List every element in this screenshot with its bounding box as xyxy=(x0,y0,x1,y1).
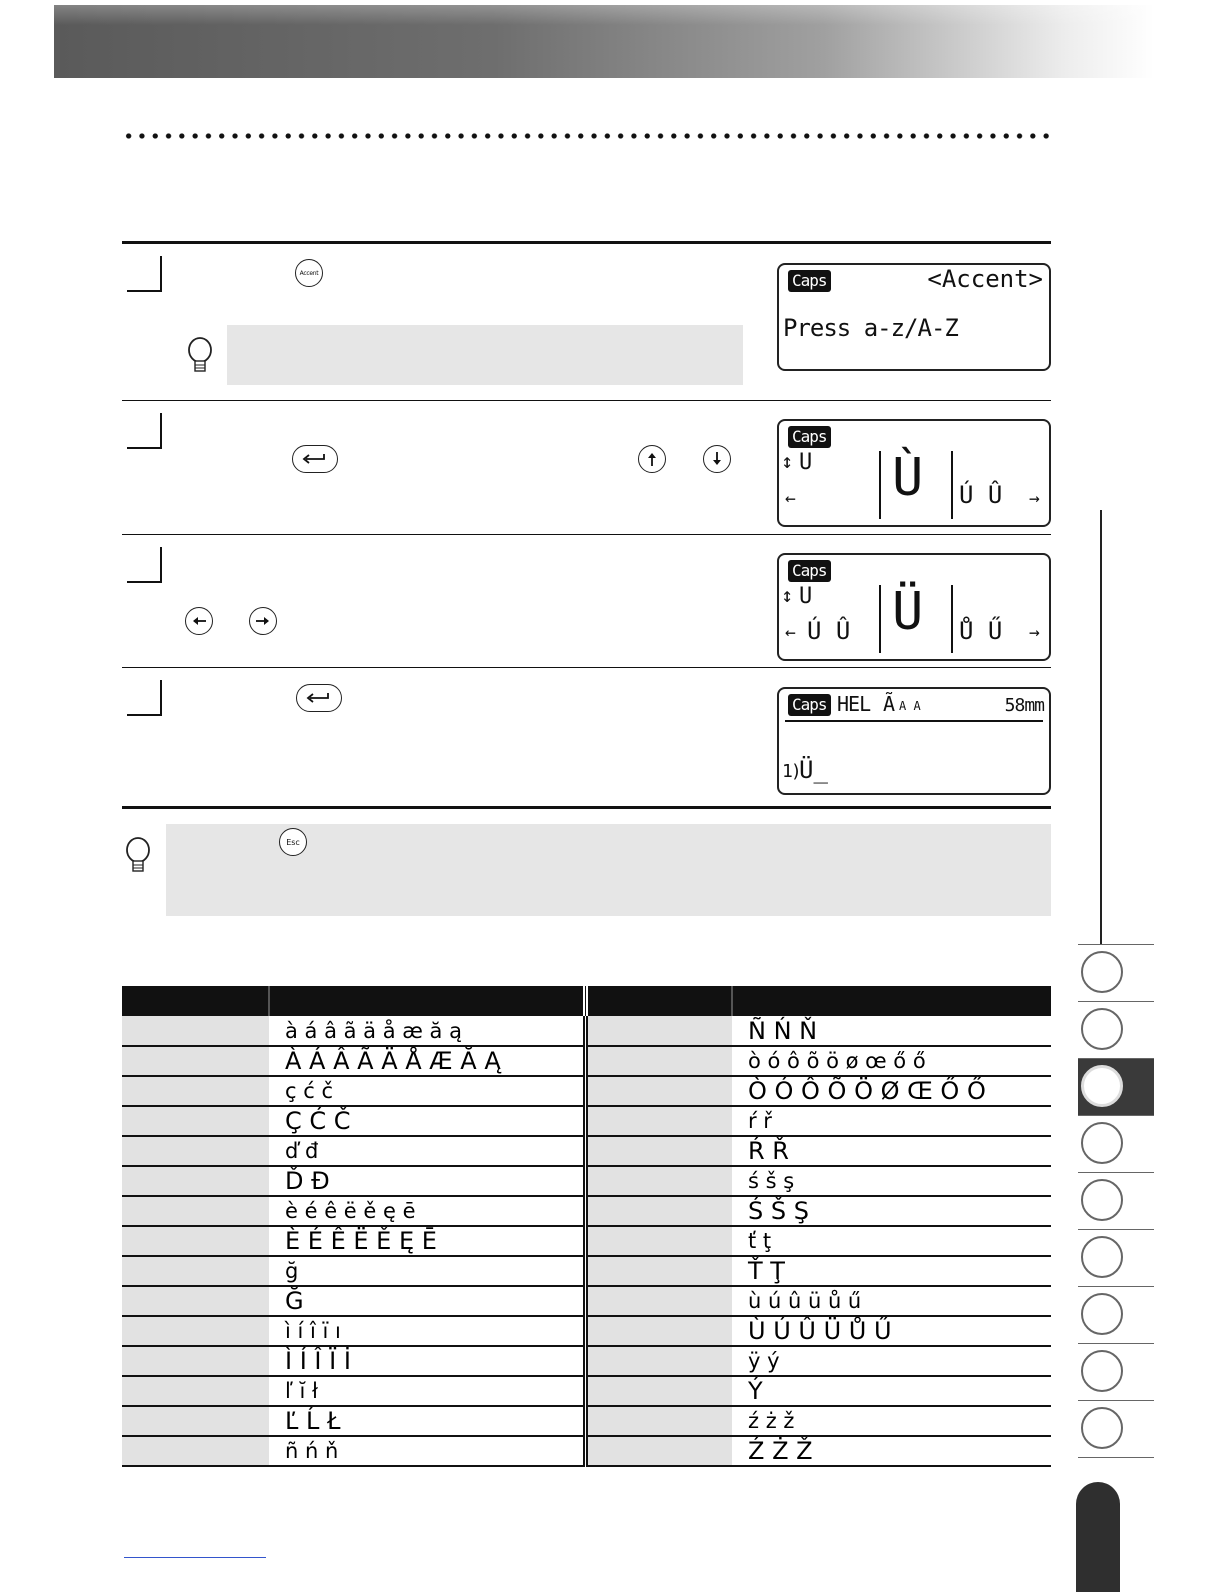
table-row xyxy=(122,1436,1051,1466)
accent-chars-right: ù ú û ü ů ű xyxy=(732,1286,1051,1316)
accent-chars-left: È É Ê Ë Ě Ę Ē xyxy=(269,1226,585,1256)
left-arrow-icon: ← xyxy=(785,622,796,643)
updown-arrow-icon: ↕ xyxy=(781,449,794,473)
accent-chars-left: à á â ã ä å æ ă ą xyxy=(269,1016,585,1046)
row-key-cell xyxy=(585,1166,732,1196)
previous-accent-choices: Ú Û xyxy=(807,617,851,645)
chapter-tab-circle xyxy=(1081,1236,1123,1278)
table-row xyxy=(122,1376,1051,1406)
next-accent-choices: Ú Û xyxy=(959,481,1003,509)
step-divider-3 xyxy=(122,667,1051,668)
row-key-cell xyxy=(585,1346,732,1376)
table-row xyxy=(122,1046,1051,1076)
accent-key-label: Accent xyxy=(299,269,319,277)
caps-indicator: Caps xyxy=(788,694,831,716)
lcd-screen-accent-prompt xyxy=(777,263,1051,371)
accent-chars-left: Ğ xyxy=(269,1286,585,1316)
table-header-cell xyxy=(122,986,269,1016)
header-highlight xyxy=(54,5,1154,25)
selected-accent-char: Ü xyxy=(892,582,924,642)
chapter-tab-4[interactable] xyxy=(1078,1115,1154,1172)
lightbulb-hint-icon xyxy=(186,336,214,376)
lcd-message: Press a-z/A-Z xyxy=(783,314,958,342)
chapter-tab-circle xyxy=(1081,951,1123,993)
row-key-cell xyxy=(585,1226,732,1256)
line-number-marker: 1) xyxy=(782,761,800,782)
footer-link-underline[interactable] xyxy=(124,1557,266,1558)
chapter-tab-circle xyxy=(1081,1350,1123,1392)
accent-chars-right: Ñ Ń Ň xyxy=(732,1016,1051,1046)
entered-text: Ü_ xyxy=(799,756,828,784)
table-header-cell xyxy=(269,986,585,1016)
right-arrow-icon: → xyxy=(1029,488,1040,509)
chapter-tab-8[interactable] xyxy=(1078,1343,1154,1400)
table-header-row xyxy=(122,986,1051,1016)
accent-chars-left: ď đ xyxy=(269,1136,585,1166)
accent-chars-left: ñ ń ň xyxy=(269,1436,585,1466)
label-length: 58mm xyxy=(1004,695,1044,716)
chapter-tab-circle xyxy=(1081,1179,1123,1221)
accent-chars-left: ç ć č xyxy=(269,1076,585,1106)
accent-chars-left: ğ xyxy=(269,1256,585,1286)
accent-chars-right: Ù Ú Û Ü Ů Ű xyxy=(732,1316,1051,1346)
lcd-screen-text-entry xyxy=(777,687,1051,795)
table-header-cell xyxy=(585,986,732,1016)
table-body xyxy=(122,1016,1051,1466)
row-key-cell xyxy=(122,1046,269,1076)
row-key-cell xyxy=(122,1406,269,1436)
row-key-cell xyxy=(122,1016,269,1046)
sidebar-vertical-line xyxy=(1100,510,1102,944)
table-row xyxy=(122,1196,1051,1226)
table-row xyxy=(122,1106,1051,1136)
step-3-marker xyxy=(127,547,162,583)
row-key-cell xyxy=(585,1436,732,1466)
table-row xyxy=(122,1316,1051,1346)
chapter-tab-5[interactable] xyxy=(1078,1172,1154,1229)
accent-chars-left: Ì Í Î Ï İ xyxy=(269,1346,585,1376)
accent-chars-right: Ť Ţ xyxy=(732,1256,1051,1286)
row-key-cell xyxy=(585,1286,732,1316)
step-1-hint-box xyxy=(227,325,743,385)
accented-characters-table xyxy=(122,986,1051,1467)
cursor-left-key-icon xyxy=(185,607,213,635)
accent-chars-left: ľ ĭ ł xyxy=(269,1376,585,1406)
table-header-cell xyxy=(732,986,1051,1016)
row-key-cell xyxy=(585,1046,732,1076)
lcd-divider-line xyxy=(785,720,1043,722)
lcd-screen-accent-select-grave xyxy=(777,419,1051,527)
accent-chars-right: ÿ ý xyxy=(732,1346,1051,1376)
table-row xyxy=(122,1166,1051,1196)
chapter-tab-3-active[interactable] xyxy=(1078,1058,1154,1115)
chapter-tab-2[interactable] xyxy=(1078,1001,1154,1058)
enter-key-icon xyxy=(296,684,342,712)
accent-chars-left: Ľ Ĺ Ł xyxy=(269,1406,585,1436)
left-arrow-icon: ← xyxy=(785,488,796,509)
chapter-tab-circle xyxy=(1081,1293,1123,1335)
enter-key-icon xyxy=(292,445,338,473)
chapter-tab-circle xyxy=(1081,1407,1123,1449)
lcd-screen-accent-select-umlaut xyxy=(777,553,1051,661)
row-key-cell xyxy=(122,1226,269,1256)
table-row xyxy=(122,1346,1051,1376)
table-row xyxy=(122,1256,1051,1286)
accent-key-icon xyxy=(295,259,323,287)
table-row xyxy=(122,1136,1051,1166)
accent-chars-left: è é ê ë ě ę ē xyxy=(269,1196,585,1226)
dotted-section-divider xyxy=(122,132,1052,140)
row-key-cell xyxy=(122,1346,269,1376)
step-divider-2 xyxy=(122,534,1051,535)
accent-chars-right: Ś Š Ş xyxy=(732,1196,1051,1226)
step-divider-1 xyxy=(122,400,1051,401)
esc-key-icon xyxy=(279,828,307,856)
accent-chars-left: Ç Ć Č xyxy=(269,1106,585,1136)
row-key-cell xyxy=(122,1376,269,1406)
label-text-preview: HEL xyxy=(837,692,871,716)
accent-chars-right: Ź Ż Ž xyxy=(732,1436,1051,1466)
caps-indicator: Caps xyxy=(788,270,831,292)
row-key-cell xyxy=(122,1136,269,1166)
row-key-cell xyxy=(585,1316,732,1346)
accent-chars-right: Ò Ó Ô Õ Ö Ø Œ Ő Ő xyxy=(732,1076,1051,1106)
table-row xyxy=(122,1016,1051,1046)
right-arrow-icon: → xyxy=(1029,622,1040,643)
row-key-cell xyxy=(585,1376,732,1406)
updown-arrow-icon: ↕ xyxy=(781,583,794,607)
row-key-cell xyxy=(122,1286,269,1316)
accent-chars-left: ì í î ï ı xyxy=(269,1316,585,1346)
table-row xyxy=(122,1076,1051,1106)
steps-bottom-rule xyxy=(122,806,1051,809)
cursor-up-key-icon xyxy=(638,445,666,473)
table-row xyxy=(122,1286,1051,1316)
cursor-down-key-icon xyxy=(703,445,731,473)
selected-accent-char: Ù xyxy=(892,448,924,508)
step-4-marker xyxy=(127,680,162,716)
base-letter: U xyxy=(799,584,813,609)
caps-indicator: Caps xyxy=(788,560,831,582)
row-key-cell xyxy=(585,1256,732,1286)
chapter-tab-circle xyxy=(1081,1122,1123,1164)
lcd-title: <Accent> xyxy=(927,265,1043,293)
row-key-cell xyxy=(585,1196,732,1226)
steps-top-rule xyxy=(122,241,1051,244)
chapter-tab-7[interactable] xyxy=(1078,1286,1154,1343)
row-key-cell xyxy=(585,1136,732,1166)
caps-indicator: Caps xyxy=(788,426,831,448)
row-key-cell xyxy=(122,1166,269,1196)
base-letter: U xyxy=(799,450,813,475)
page-number-tab xyxy=(1076,1482,1120,1592)
chapter-tab-circle xyxy=(1081,1065,1123,1107)
text-style-indicator: Ã xyxy=(883,692,896,716)
chapter-tab-9[interactable] xyxy=(1078,1400,1154,1458)
accent-chars-left: Ď Đ xyxy=(269,1166,585,1196)
step-2-marker xyxy=(127,413,162,449)
cursor-right-key-icon xyxy=(249,607,277,635)
table-row xyxy=(122,1226,1051,1256)
row-key-cell xyxy=(585,1406,732,1436)
chapter-tab-6[interactable] xyxy=(1078,1229,1154,1286)
row-key-cell xyxy=(122,1256,269,1286)
row-key-cell xyxy=(585,1106,732,1136)
text-size-indicator: A A xyxy=(899,699,921,713)
chapter-tab-circle xyxy=(1081,1008,1123,1050)
table-row xyxy=(122,1406,1051,1436)
chapter-tab-1[interactable] xyxy=(1078,944,1154,1001)
accent-chars-right: Ý xyxy=(732,1376,1051,1406)
row-key-cell xyxy=(122,1196,269,1226)
lightbulb-hint-icon xyxy=(124,836,152,876)
next-accent-choices: Ů Ű xyxy=(959,617,1003,645)
accent-chars-right: ź ż ž xyxy=(732,1406,1051,1436)
esc-key-label: Esc xyxy=(286,837,300,847)
accent-chars-right: ŕ ř xyxy=(732,1106,1051,1136)
row-key-cell xyxy=(122,1316,269,1346)
row-key-cell xyxy=(122,1076,269,1106)
accent-chars-left: À Á Â Ã Ä Å Æ Ă Ą xyxy=(269,1046,585,1076)
step-1-marker xyxy=(127,256,162,292)
accent-chars-right: Ŕ Ř xyxy=(732,1136,1051,1166)
row-key-cell xyxy=(122,1436,269,1466)
row-key-cell xyxy=(585,1076,732,1106)
accent-chars-right: ś š ş xyxy=(732,1166,1051,1196)
accent-chars-right: ť ţ xyxy=(732,1226,1051,1256)
accent-chars-right: ò ó ô õ ö ø œ ő ő xyxy=(732,1046,1051,1076)
row-key-cell xyxy=(585,1016,732,1046)
row-key-cell xyxy=(122,1106,269,1136)
